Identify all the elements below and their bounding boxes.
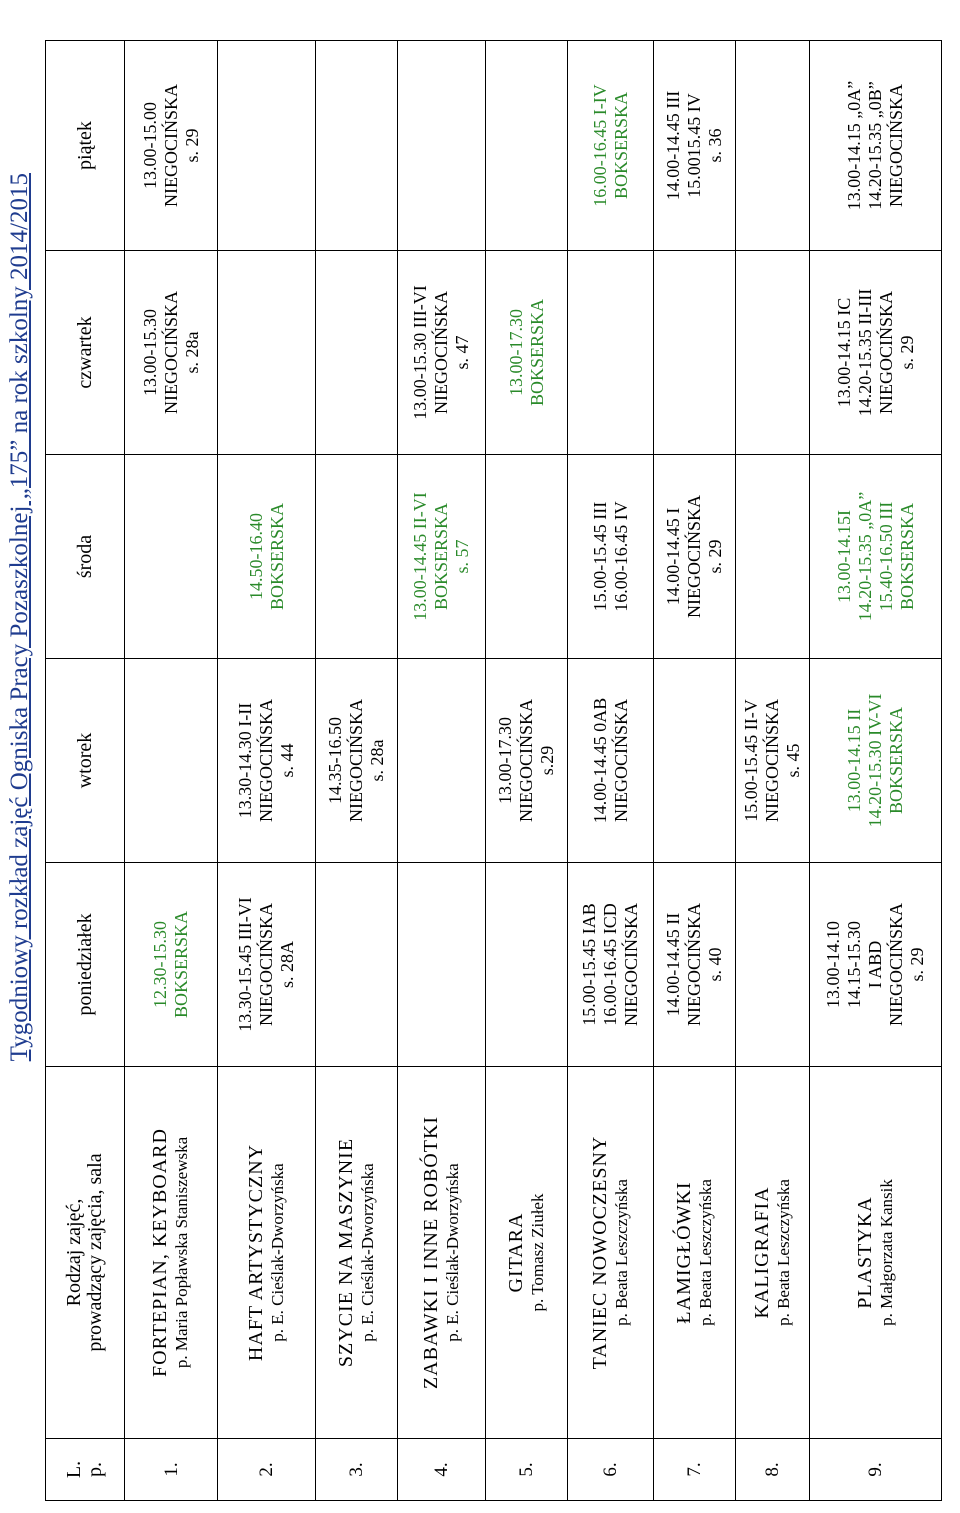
header-day-wednesday: środa [46, 455, 125, 659]
table-row [218, 41, 316, 1501]
teacher-name: p. Beata Leszczyńska [773, 1179, 793, 1326]
teacher-name: p. Małgorzata Kansik [876, 1179, 896, 1326]
schedule-line: s.29 [537, 745, 557, 776]
schedule-line: NIEGOCIŃSKA [875, 291, 896, 414]
schedule-line: 13.00-14.10 [823, 921, 843, 1008]
schedule-line: NIEGOCIŃSKA [160, 84, 181, 207]
schedule-line: I ABD [865, 940, 885, 989]
schedule-line: BOKSERSKA [266, 502, 287, 611]
schedule-cell-friday [125, 41, 218, 251]
schedule-cell-tuesday [316, 659, 398, 863]
schedule-cell-friday [810, 41, 942, 251]
schedule-cell-friday [736, 41, 810, 251]
schedule-line: BOKSERSKA [610, 91, 631, 200]
schedule-cell-thursday [125, 251, 218, 455]
schedule-cell-thursday [654, 251, 736, 455]
schedule-cell-friday [218, 41, 316, 251]
schedule-line: 15.00-15.45 III [589, 501, 610, 612]
header-day-thursday: czwartek [46, 251, 125, 455]
teacher-name: p. E. Cieślak-Dworzyńska [357, 1163, 377, 1342]
schedule-line: s. 28A [277, 941, 297, 989]
table-row [398, 41, 486, 1501]
schedule-line: 12.30-15.30 [150, 921, 170, 1008]
schedule-line: NIEGOCIŃSKA [431, 291, 451, 414]
schedule-line: NIEGOCIŃSKA [160, 291, 181, 414]
row-number: 7. [654, 1439, 736, 1501]
schedule-cell-friday [486, 41, 568, 251]
schedule-line: 14.00-14.45 III [663, 90, 683, 201]
header-row [46, 41, 125, 1501]
schedule-line: 13.00-17.30 [505, 309, 526, 396]
schedule-cell-thursday [568, 251, 654, 455]
schedule-cell-friday [568, 41, 654, 251]
schedule-line: 13.00-14.15 II [844, 708, 864, 813]
schedule-cell-thursday [316, 251, 398, 455]
schedule-line: 14.20-15.35 II-III [854, 288, 875, 417]
schedule-line: s. 36 [705, 128, 725, 163]
row-number: 3. [316, 1439, 398, 1501]
schedule-cell-thursday [810, 251, 942, 455]
schedule-line: NIEGOCIŃSKA [346, 699, 366, 822]
course-cell [810, 1067, 942, 1439]
schedule-line: NIEGOCIŃSKA [762, 699, 782, 822]
course-name: ZABAWKI I INNE ROBÓTKI [419, 1115, 442, 1390]
schedule-cell-wednesday [810, 455, 942, 659]
row-number: 1. [125, 1439, 218, 1501]
schedule-cell-tuesday [568, 659, 654, 863]
course-name: SZYCIE NA MASZYNIE [334, 1137, 357, 1368]
schedule-line: 13.00-15.30 [139, 309, 160, 396]
table-row [736, 41, 810, 1501]
schedule-cell-tuesday [736, 659, 810, 863]
table-row [125, 41, 218, 1501]
schedule-line: s. 28a [181, 331, 202, 374]
table-row [316, 41, 398, 1501]
schedule-line: BOKSERSKA [896, 502, 917, 611]
schedule-line: s. 40 [705, 947, 725, 982]
schedule-cell-tuesday [486, 659, 568, 863]
course-cell [218, 1067, 316, 1439]
schedule-line: s. 57 [452, 539, 472, 574]
schedule-cell-friday [654, 41, 736, 251]
schedule-cell-wednesday [125, 455, 218, 659]
schedule-cell-tuesday [398, 659, 486, 863]
row-number: 6. [568, 1439, 654, 1501]
schedule-line: 14.15-15.30 [844, 921, 864, 1008]
teacher-name: p. Beata Leszczyńska [695, 1179, 715, 1326]
schedule-cell-monday [568, 863, 654, 1067]
teacher-name: p. E. Cieślak-Dworzyńska [442, 1163, 462, 1342]
row-number: 4. [398, 1439, 486, 1501]
header-day-tuesday: wtorek [46, 659, 125, 863]
schedule-cell-wednesday [654, 455, 736, 659]
schedule-line: NIEGOCIŃSKA [886, 84, 906, 207]
schedule-line: s. 29 [705, 539, 725, 574]
schedule-cell-thursday [486, 251, 568, 455]
schedule-line: BOKSERSKA [431, 502, 451, 611]
schedule-line: s. 29 [907, 947, 927, 982]
schedule-cell-tuesday [218, 659, 316, 863]
schedule-line: NIEGOCIŃSKA [684, 903, 704, 1026]
schedule-cell-monday [654, 863, 736, 1067]
schedule-line: 14.20-15.35 „0B” [865, 81, 885, 210]
schedule-cell-monday [218, 863, 316, 1067]
schedule-cell-wednesday [398, 455, 486, 659]
header-day-monday: poniedziałek [46, 863, 125, 1067]
schedule-line: 13.00-14.15 IC [833, 297, 854, 408]
schedule-cell-thursday [398, 251, 486, 455]
schedule-line: 15.40-16.50 III [875, 501, 896, 612]
schedule-line: BOKSERSKA [886, 706, 906, 815]
course-name: TANIEC NOWOCZESNY [588, 1135, 611, 1370]
row-number: 9. [810, 1439, 942, 1501]
schedule-line: 13.00-15.00 [139, 102, 160, 189]
schedule-line: NIEGOCIŃSKA [621, 903, 641, 1026]
schedule-line: 14.50-16.40 [245, 513, 266, 600]
schedule-cell-monday [398, 863, 486, 1067]
schedule-cell-monday [486, 863, 568, 1067]
course-cell [125, 1067, 218, 1439]
schedule-cell-monday [810, 863, 942, 1067]
schedule-line: 14.20-15.35 „0A” [854, 491, 875, 622]
schedule-line: 13.30-14.30 I-II [235, 702, 255, 819]
schedule-cell-monday [736, 863, 810, 1067]
schedule-line: 13.00-17.30 [495, 717, 515, 804]
course-name: FORTEPIAN, KEYBOARD [149, 1128, 171, 1377]
schedule-line: s. 45 [783, 743, 803, 778]
table-row [568, 41, 654, 1501]
schedule-line: 16.00-16.45 IV [610, 501, 631, 612]
schedule-line: NIEGOCIŃSKA [256, 903, 276, 1026]
schedule-line: 14.00-14.45 I [663, 507, 683, 606]
teacher-name: p. Maria Popławska Staniszewska [172, 1136, 191, 1369]
row-number: 8. [736, 1439, 810, 1501]
header-lp: L. p. [46, 1439, 125, 1501]
schedule-line: 13.00-15.30 III-VI [410, 285, 430, 420]
schedule-line: 13.00-14.15I [833, 510, 854, 603]
schedule-cell-thursday [218, 251, 316, 455]
course-cell [568, 1067, 654, 1439]
schedule-line: 16.00-16.45 ICD [600, 903, 620, 1026]
teacher-name: p. E. Cieślak-Dworzyńska [267, 1163, 287, 1342]
schedule-cell-friday [398, 41, 486, 251]
course-name: HAFT ARTYSTYCZNY [244, 1143, 267, 1362]
schedule-line: 13.00-14.15 „0A” [844, 80, 864, 211]
schedule-cell-monday [125, 863, 218, 1067]
table-row [486, 41, 568, 1501]
teacher-name: p. Beata Leszczyńska [611, 1179, 631, 1326]
course-name: GITARA [504, 1212, 527, 1293]
schedule-cell-wednesday [486, 455, 568, 659]
course-name: PLASTYKA [853, 1196, 876, 1309]
schedule-line: 13.30-15.45 III-VI [235, 897, 255, 1032]
schedule-line: 15.00-15.45 IAB [579, 903, 599, 1026]
course-cell [486, 1067, 568, 1439]
course-cell [736, 1067, 810, 1439]
schedule-line: NIEGOCIŃSKA [684, 495, 704, 618]
schedule-cell-wednesday [218, 455, 316, 659]
row-number: 2. [218, 1439, 316, 1501]
schedule-line: s. 47 [452, 335, 472, 370]
course-name: ŁAMIGŁÓWKI [672, 1181, 695, 1324]
schedule-line: NIEGOCIŃSKA [610, 699, 631, 822]
course-cell [398, 1067, 486, 1439]
row-number: 5. [486, 1439, 568, 1501]
schedule-line: 15.0015.45 IV [684, 93, 704, 198]
schedule-line: 14.20-15.30 IV-VI [865, 693, 885, 828]
table-row [810, 41, 942, 1501]
schedule-line: 14.00-14.45 0AB [589, 697, 610, 824]
schedule-table [45, 40, 942, 1501]
schedule-line: BOKSERSKA [171, 910, 191, 1019]
course-cell [654, 1067, 736, 1439]
header-course: Rodzaj zajęć, prowadzący zajęcia, sala [46, 1067, 125, 1439]
schedule-line: 16.00-16.45 I-IV [589, 84, 610, 207]
schedule-cell-tuesday [654, 659, 736, 863]
schedule-line: s. 29 [896, 335, 917, 370]
schedule-line: NIEGOCIŃSKA [256, 699, 276, 822]
schedule-cell-friday [316, 41, 398, 251]
schedule-cell-wednesday [736, 455, 810, 659]
schedule-cell-wednesday [568, 455, 654, 659]
course-name: KALIGRAFIA [750, 1186, 773, 1319]
schedule-line: NIEGOCIŃSKA [886, 903, 906, 1026]
schedule-line: 14.35-16.50 [325, 717, 345, 804]
schedule-line: s. 29 [181, 128, 202, 163]
schedule-line: 13.00-14.45 II-VI [410, 492, 430, 621]
header-day-friday: piątek [46, 41, 125, 251]
schedule-line: s. 44 [277, 743, 297, 778]
schedule-line: s. 28a [367, 739, 387, 782]
schedule-cell-tuesday [810, 659, 942, 863]
schedule-line: 14.00-14.45 II [663, 912, 683, 1017]
schedule-line: 15.00-15.45 II-V [741, 699, 761, 822]
schedule-cell-tuesday [125, 659, 218, 863]
schedule-cell-monday [316, 863, 398, 1067]
schedule-line: BOKSERSKA [526, 298, 547, 407]
table-row [654, 41, 736, 1501]
schedule-line: NIEGOCIŃSKA [516, 699, 536, 822]
course-cell [316, 1067, 398, 1439]
page-title: Tygodniowy rozkład zajęć Ogniska Pracy Pozaszkolnej „175” na rok szkolny 2014/2015 [6, 173, 33, 1062]
schedule-cell-thursday [736, 251, 810, 455]
schedule-body [125, 41, 942, 1501]
teacher-name: p. Tomasz Ziułek [527, 1193, 547, 1312]
schedule-cell-wednesday [316, 455, 398, 659]
